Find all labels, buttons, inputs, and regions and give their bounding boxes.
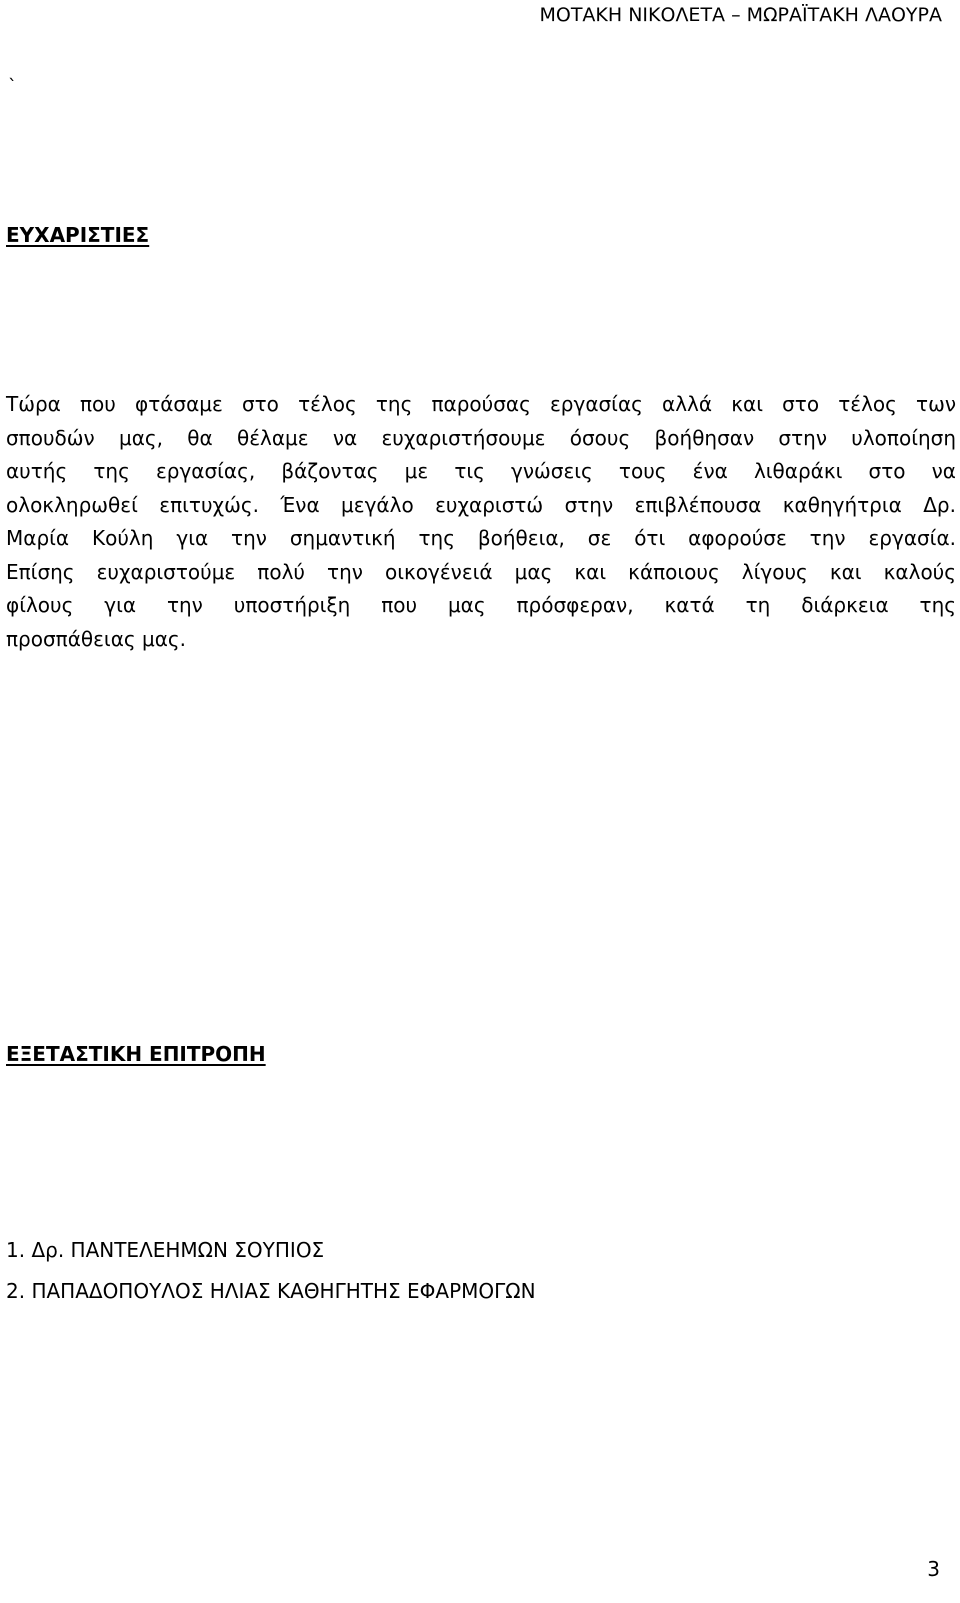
paragraph-line: Μαρία Κούλη για την σημαντική της βοήθεια, σε ότι αφορούσε την εργασία. bbox=[6, 526, 956, 550]
paragraph-line: σπουδών μας, θα θέλαμε να ευχαριστήσουμε όσους βοήθησαν στην υλοποίηση bbox=[6, 425, 956, 450]
committee-member: 2. ΠΑΠΑΔΟΠΟΥΛΟΣ ΗΛΙΑΣ ΚΑΘΗΓΗΤΗΣ ΕΦΑΡΜΟΓΩΝ bbox=[6, 1279, 536, 1303]
acknowledgements-paragraph bbox=[6, 388, 956, 656]
paragraph-line: αυτής της εργασίας, βάζοντας με τις γνώσεις τους ένα λιθαράκι στο να bbox=[6, 459, 956, 483]
page-number: 3 bbox=[927, 1557, 940, 1581]
committee-member-list bbox=[6, 1230, 536, 1312]
committee-member: 1. Δρ. ΠΑΝΤΕΛΕΗΜΩΝ ΣΟΥΠΙΟΣ bbox=[6, 1238, 325, 1262]
acknowledgements-heading: ΕΥΧΑΡΙΣΤΙΕΣ bbox=[6, 223, 150, 247]
paragraph-line: Επίσης ευχαριστούμε πολύ την οικογένειά μας και κάποιους λίγους και καλούς bbox=[6, 559, 956, 584]
paragraph-line: προσπάθειας μας. bbox=[6, 626, 186, 651]
page-header-authors: ΜΟΤΑΚΗ ΝΙΚΟΛΕΤΑ – ΜΩΡΑΪΤΑΚΗ ΛΑΟΥΡΑ bbox=[539, 4, 942, 26]
stray-backtick-mark: ` bbox=[8, 76, 17, 97]
committee-heading: ΕΞΕΤΑΣΤΙΚΗ ΕΠΙΤΡΟΠΗ bbox=[6, 1042, 266, 1066]
paragraph-line: φίλους για την υποστήριξη που μας πρόσφεραν, κατά τη διάρκεια της bbox=[6, 593, 956, 617]
paragraph-line: Τώρα που φτάσαμε στο τέλος της παρούσας εργασίας αλλά και στο τέλος των bbox=[6, 392, 956, 416]
paragraph-line: ολοκληρωθεί επιτυχώς. Ένα μεγάλο ευχαριστώ στην επιβλέπουσα καθηγήτρια Δρ. bbox=[6, 492, 956, 517]
